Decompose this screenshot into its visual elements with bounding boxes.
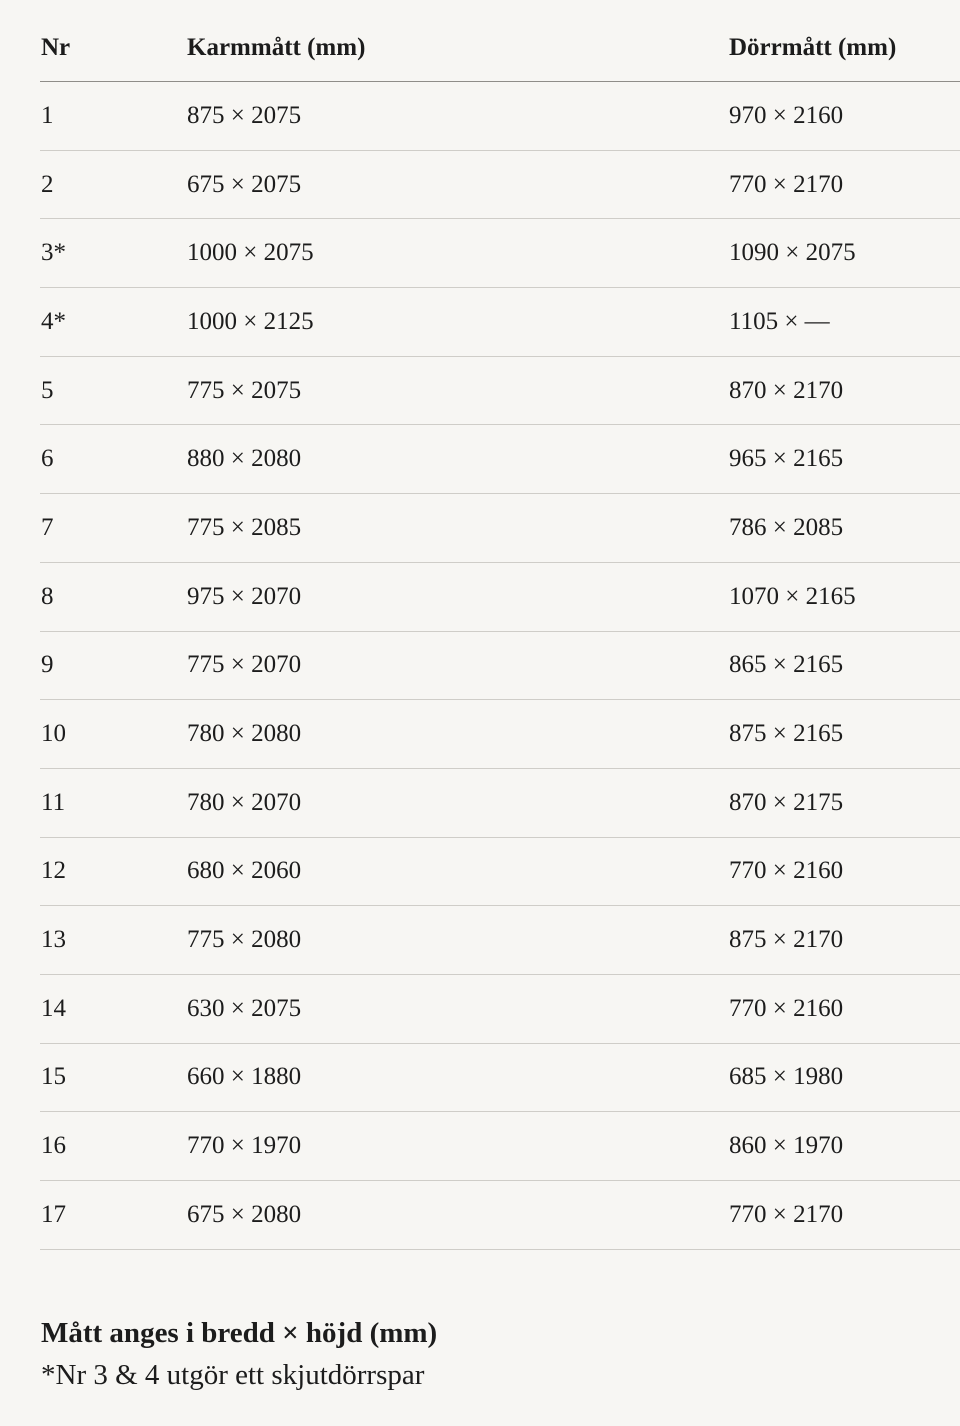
cell-dorr: 875 × 2170 (729, 926, 844, 954)
cell-dorr: 1090 × 2075 (729, 239, 856, 267)
cell-karm: 680 × 2060 (187, 857, 302, 885)
table-row (40, 151, 960, 220)
table-row (40, 219, 960, 288)
cell-karm: 780 × 2080 (187, 720, 302, 748)
cell-nr: 16 (41, 1132, 66, 1160)
cell-dorr: 770 × 2170 (729, 170, 844, 198)
cell-dorr: 970 × 2160 (729, 101, 844, 129)
cell-nr: 14 (41, 994, 66, 1022)
cell-nr: 10 (41, 720, 66, 748)
cell-karm: 630 × 2075 (187, 994, 302, 1022)
table-row (40, 494, 960, 563)
footnotes (41, 1312, 921, 1396)
cell-nr: 12 (41, 857, 66, 885)
table-row (40, 1112, 960, 1181)
pair-note: *Nr 3 & 4 utgör ett skjutdörrspar (41, 1359, 425, 1391)
table-row (40, 288, 960, 357)
cell-karm: 875 × 2075 (187, 101, 302, 129)
cell-nr: 6 (41, 445, 54, 473)
cell-dorr: 685 × 1980 (729, 1063, 844, 1091)
door-dimensions-table (40, 14, 960, 1250)
unit-note: Mått anges i bredd × höjd (mm) (41, 1317, 438, 1349)
cell-dorr: 865 × 2165 (729, 651, 844, 679)
cell-dorr: 870 × 2170 (729, 376, 844, 404)
cell-dorr: 1070 × 2165 (729, 582, 856, 610)
cell-nr: 11 (41, 788, 66, 816)
cell-nr: 8 (41, 582, 54, 610)
cell-nr: 13 (41, 926, 66, 954)
cell-dorr: 770 × 2160 (729, 994, 844, 1022)
table-header (40, 14, 960, 82)
cell-nr: 17 (41, 1200, 66, 1228)
cell-karm: 1000 × 2125 (187, 307, 314, 335)
cell-nr: 3* (41, 239, 66, 267)
header-dorr: Dörrmått (mm) (729, 33, 897, 61)
cell-dorr: 786 × 2085 (729, 513, 844, 541)
table-row (40, 838, 960, 907)
header-nr: Nr (41, 33, 71, 61)
cell-nr: 7 (41, 513, 54, 541)
cell-dorr: 770 × 2160 (729, 857, 844, 885)
cell-nr: 4* (41, 307, 66, 335)
cell-karm: 975 × 2070 (187, 582, 302, 610)
cell-karm: 675 × 2075 (187, 170, 302, 198)
cell-dorr: 860 × 1970 (729, 1132, 844, 1160)
cell-karm: 1000 × 2075 (187, 239, 314, 267)
table-row (40, 906, 960, 975)
cell-nr: 15 (41, 1063, 66, 1091)
cell-dorr: 875 × 2165 (729, 720, 844, 748)
table-row (40, 1044, 960, 1113)
cell-karm: 770 × 1970 (187, 1132, 302, 1160)
cell-karm: 775 × 2085 (187, 513, 302, 541)
cell-karm: 880 × 2080 (187, 445, 302, 473)
header-karm: Karmmått (mm) (187, 33, 366, 61)
cell-karm: 775 × 2070 (187, 651, 302, 679)
table-row (40, 632, 960, 701)
cell-nr: 2 (41, 170, 54, 198)
table-row (40, 975, 960, 1044)
cell-dorr: 965 × 2165 (729, 445, 844, 473)
cell-nr: 5 (41, 376, 54, 404)
cell-karm: 780 × 2070 (187, 788, 302, 816)
table-row (40, 700, 960, 769)
cell-nr: 9 (41, 651, 54, 679)
cell-karm: 775 × 2080 (187, 926, 302, 954)
table-row (40, 1181, 960, 1250)
cell-dorr: 1105 × — (729, 307, 830, 335)
cell-nr: 1 (41, 101, 54, 129)
cell-karm: 775 × 2075 (187, 376, 302, 404)
table-body (40, 82, 960, 1250)
cell-dorr: 870 × 2175 (729, 788, 844, 816)
table-row (40, 357, 960, 426)
table-row (40, 82, 960, 151)
table-row (40, 563, 960, 632)
table-row (40, 769, 960, 838)
cell-karm: 660 × 1880 (187, 1063, 302, 1091)
table-row (40, 425, 960, 494)
cell-dorr: 770 × 2170 (729, 1200, 844, 1228)
cell-karm: 675 × 2080 (187, 1200, 302, 1228)
